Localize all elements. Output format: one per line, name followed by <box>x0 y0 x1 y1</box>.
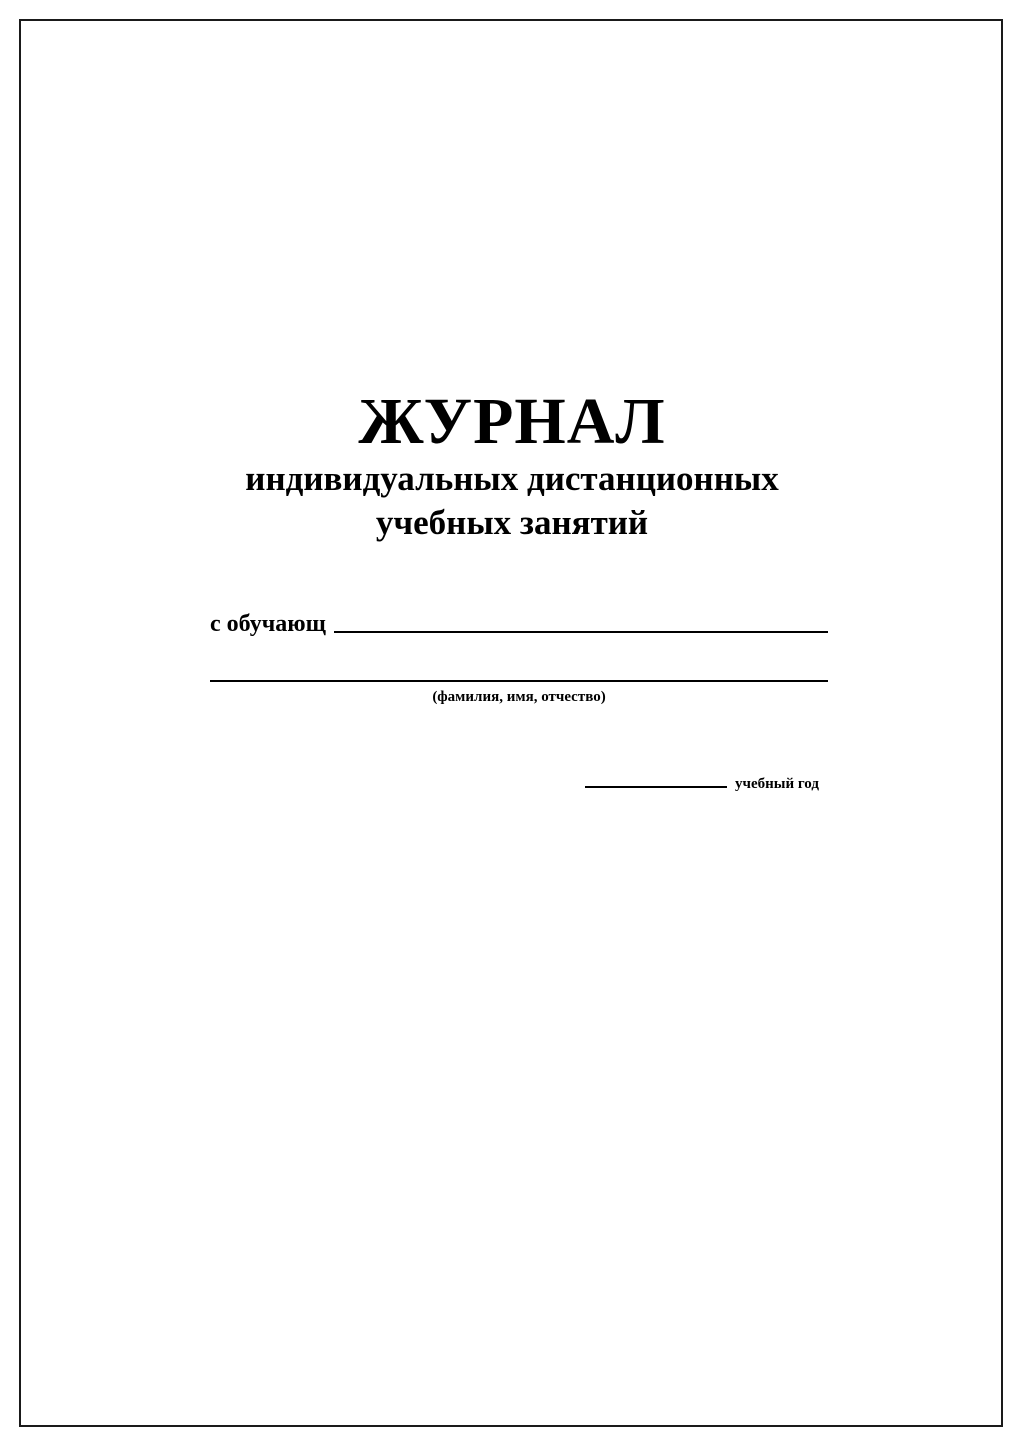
subtitle-line-1: индивидуальных дистанционных <box>245 459 779 498</box>
academic-year-blank-line <box>585 786 727 788</box>
journal-title: ЖУРНАЛ <box>358 385 666 458</box>
academic-year-label: учебный год <box>735 776 819 792</box>
student-name-blank-line <box>334 631 828 633</box>
page-border <box>19 19 1003 1427</box>
academic-year-field <box>585 773 828 793</box>
student-field <box>210 606 828 638</box>
student-label: с обучающ <box>210 611 326 637</box>
full-name-blank-line <box>210 680 828 682</box>
subtitle-line-2: учебных занятий <box>375 503 649 542</box>
full-name-hint: (фамилия, имя, отчество) <box>432 689 606 705</box>
